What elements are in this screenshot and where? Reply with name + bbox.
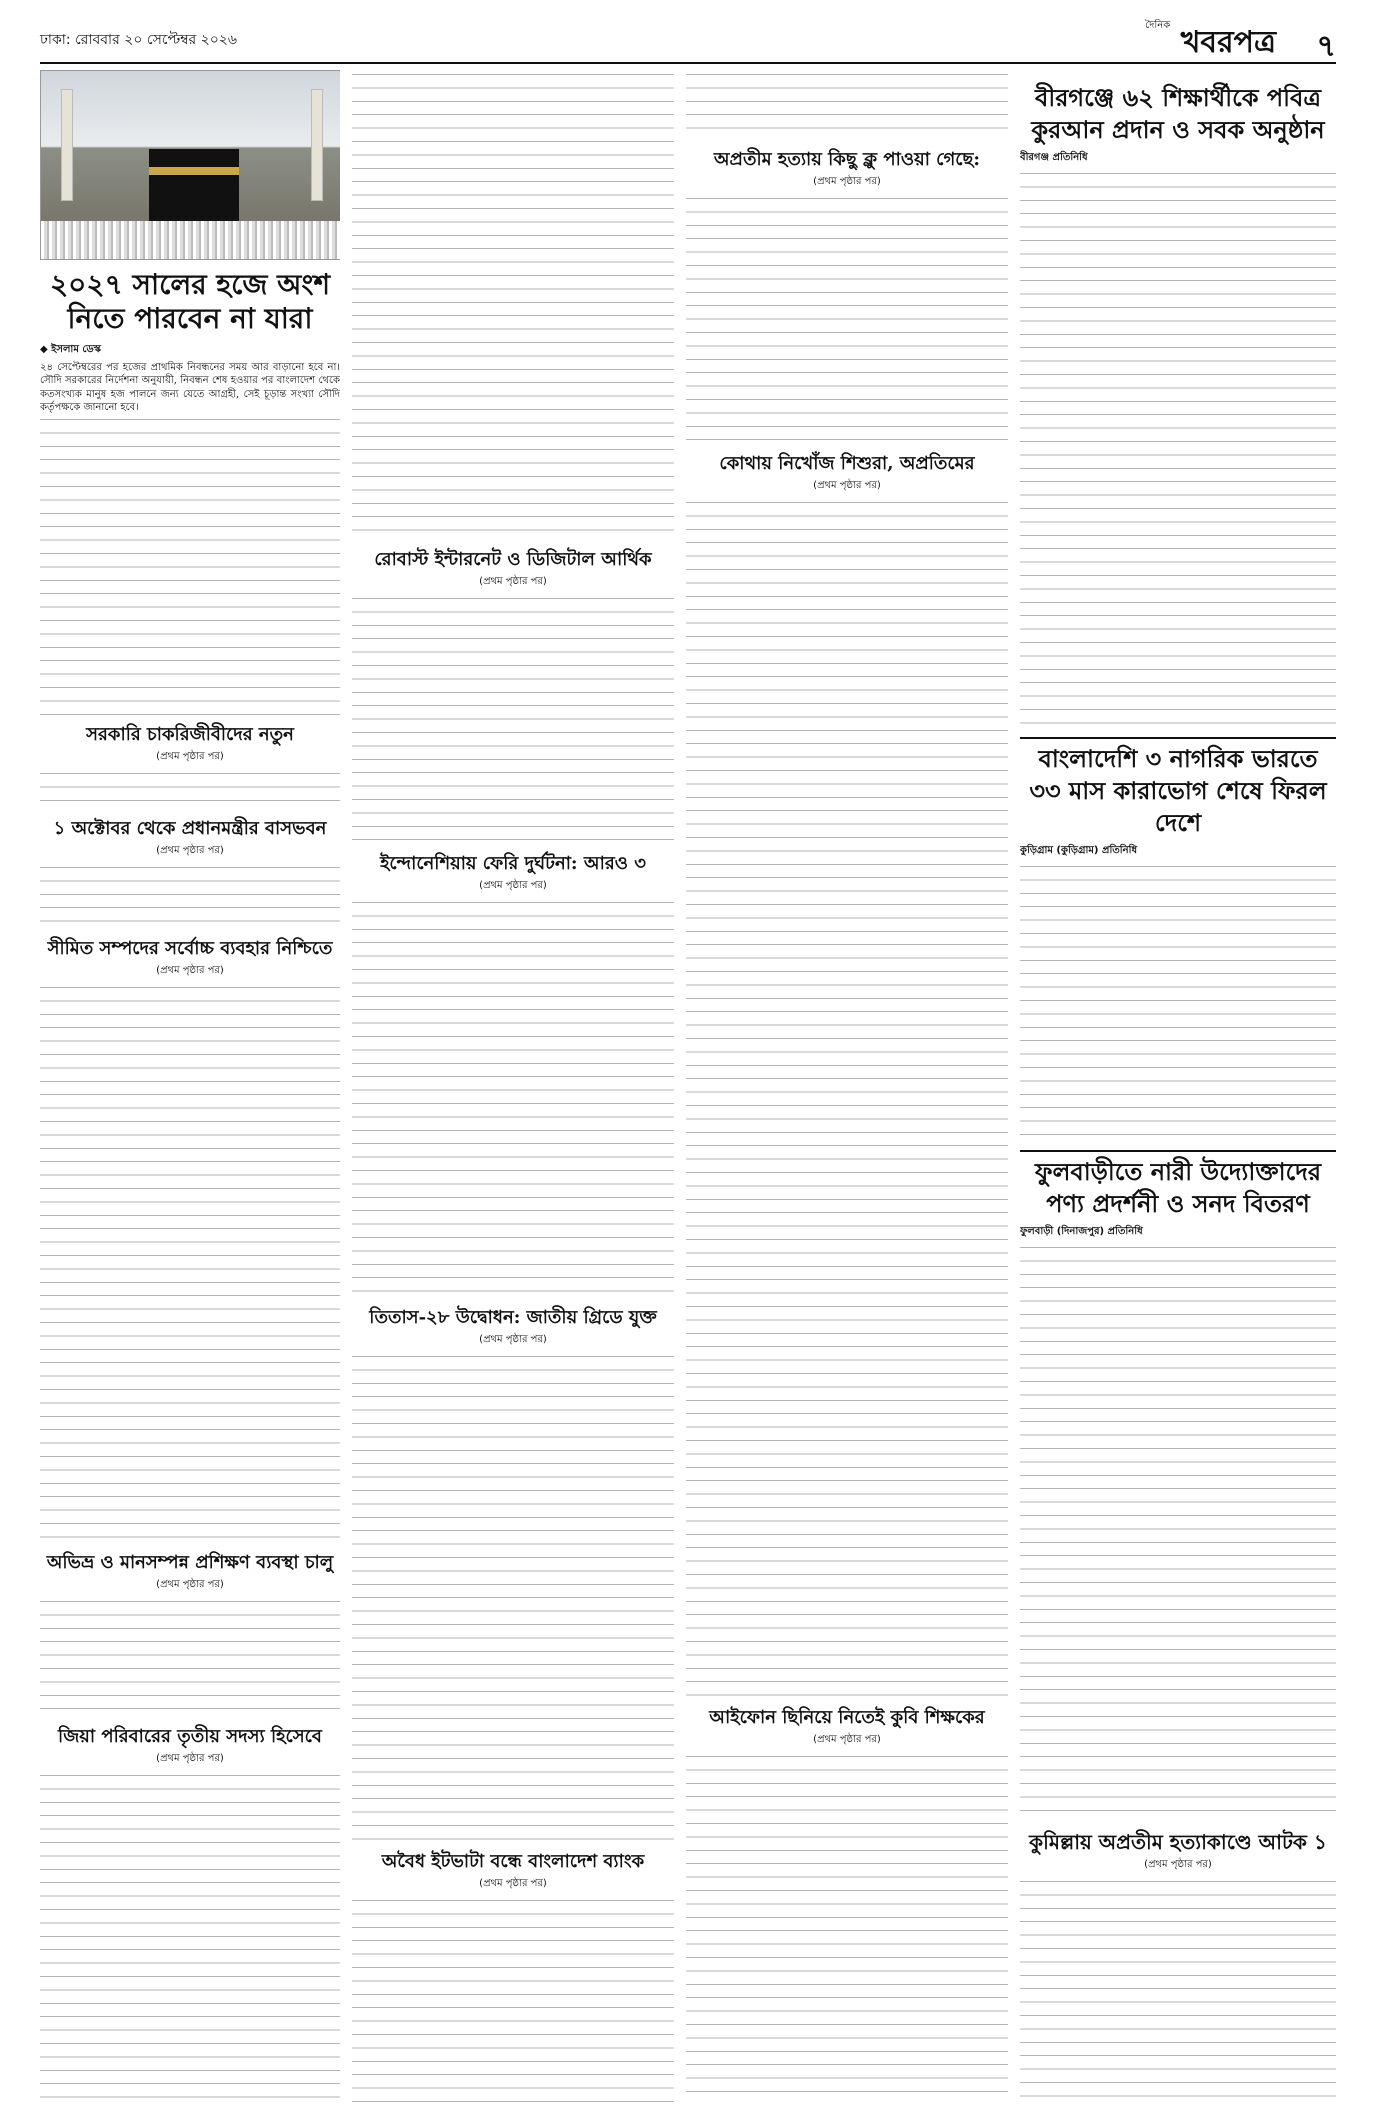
page-number: ৭ [1316, 29, 1336, 64]
article-text [352, 594, 674, 844]
article-text [40, 415, 340, 715]
murder-headline: অপ্রতীম হত্যায় কিছু ক্লু পাওয়া গেছে: [713, 149, 981, 170]
article-text [40, 983, 340, 1543]
issue-date: ঢাকা: রোববার ২০ সেপ্টেম্বর ২০২৬ [40, 32, 238, 48]
parent-headline: অভিভ্র ও মানসম্পন্ন প্রশিক্ষণ ব্যবস্থা চালু [46, 1551, 334, 1573]
pm-headline: ১ অক্টোবর থেকে প্রধানমন্ত্রীর বাসভবন [53, 817, 327, 839]
masthead [1145, 18, 1276, 69]
article-text [40, 769, 340, 809]
bank-cont: (প্রথম পৃষ্ঠার পর) [479, 1878, 547, 1889]
children-cont: (প্রথম পৃষ্ঠার পর) [813, 480, 881, 491]
quran-headline: বীরগঞ্জে ৬২ শিক্ষার্থীকে পবিত্র কুরআন প্রদান ও সবক অনুষ্ঠান [1031, 83, 1325, 144]
masthead-prefix: দৈনিক [1145, 20, 1171, 31]
hajj-body: ২৪ সেপ্টেম্বরের পর হজের প্রাথমিক নিবন্ধনের সময় আর বাড়ানো হবে না। সৌদি সরকারের নির্দেশনা অনুযায়ী, নিবন্ধন শেষ হওয়ার পর বাংলাদেশ থেকে কতসংখ্যক মানুষ হজ পালনে জন্য যেতে আগ্রহী, সেই চূড়ান্ত সংখ্যা সৌদি কর্তৃপক্ষকে জানানো হবে। [40, 362, 340, 414]
quran-byline: বীরগঞ্জ প্রতিনিধি [1020, 152, 1088, 163]
parent-cont: (প্রথম পৃষ্ঠার পর) [156, 1578, 224, 1590]
ferry-headline: ইন্দোনেশিয়ায় ফেরি দুর্ঘটনা: আরও ৩ [380, 853, 646, 874]
resource-cont: (প্রথম পৃষ্ঠার পর) [156, 964, 224, 976]
bank-headline: অবৈধ ইটভাটা বন্ধে বাংলাদেশ ব্যাংক [381, 1851, 645, 1872]
article-text [1020, 862, 1336, 1142]
article-text [352, 1896, 674, 2103]
article-text [40, 1771, 340, 2103]
column-4 [1020, 70, 1336, 2103]
article-text [352, 70, 674, 540]
column-1 [40, 70, 340, 2103]
article-text [1020, 169, 1336, 729]
zia-headline: জিয়া পরিবারের তৃতীয় সদস্য হিসেবে [58, 1725, 322, 1747]
robust-cont: (প্রথম পৃষ্ঠার পর) [479, 576, 547, 587]
article-text [352, 898, 674, 1298]
titas-cont: (প্রথম পৃষ্ঠার পর) [479, 1334, 547, 1345]
children-headline: কোথায় নিখোঁজ শিশুরা, অপ্রতিমের [719, 453, 975, 474]
murder-cont: (প্রথম পৃষ্ঠার পর) [813, 176, 881, 187]
pm-cont: (প্রথম পৃষ্ঠার পর) [156, 844, 224, 856]
ferry-cont: (প্রথম পৃষ্ঠার পর) [479, 880, 547, 891]
article-text [686, 194, 1008, 444]
hajj-headline: ২০২৭ সালের হজে অংশ নিতে পারবেন না যারা [49, 268, 331, 335]
govt-headline: সরকারি চাকরিজীবীদের নতুন [86, 723, 294, 745]
fair-headline: ফুলবাড়ীতে নারী উদ্যোক্তাদের পণ্য প্রদর্শনী ও সনদ বিতরণ [1020, 1150, 1336, 1220]
article-text [1020, 1877, 1336, 2103]
page-header [40, 22, 1336, 64]
comilla-headline: কুমিল্লায় অপ্রতীম হত্যাকাণ্ডে আটক ১ [1029, 1830, 1327, 1854]
article-text [40, 1597, 340, 1717]
kaaba-photo [40, 70, 340, 260]
article-text [686, 70, 1008, 140]
zia-cont: (প্রথম পৃষ্ঠার পর) [156, 1752, 224, 1764]
masthead-title: খবরপত্র [1180, 25, 1276, 60]
titas-headline: তিতাস-২৮ উদ্বোধন: জাতীয় গ্রিডে যুক্ত [369, 1307, 657, 1328]
article-text [1020, 1243, 1336, 1823]
robust-headline: রোবাস্ট ইন্টারনেট ও ডিজিটাল আর্থিক [374, 549, 652, 570]
resource-headline: সীমিত সম্পদের সর্বোচ্চ ব্যবহার নিশ্চিতে [47, 937, 333, 959]
column-2 [352, 70, 674, 2103]
comilla-cont: (প্রথম পৃষ্ঠার পর) [1144, 1859, 1212, 1870]
return-headline: বাংলাদেশি ৩ নাগরিক ভারতে ৩৩ মাস কারাভোগ শেষে ফিরল দেশে [1020, 737, 1336, 839]
govt-cont: (প্রথম পৃষ্ঠার পর) [156, 750, 224, 762]
return-byline: কুড়িগ্রাম (কুড়িগ্রাম) প্রতিনিধি [1020, 845, 1138, 856]
article-text [40, 863, 340, 929]
article-text [686, 1752, 1008, 2103]
iphone-headline: আইফোন ছিনিয়ে নিতেই কুবি শিক্ষকের [709, 1707, 985, 1728]
hajj-byline: ◆ ইসলাম ডেস্ক [40, 344, 101, 355]
fair-byline: ফুলবাড়ী (দিনাজপুর) প্রতিনিধি [1020, 1226, 1143, 1237]
iphone-cont: (প্রথম পৃষ্ঠার পর) [813, 1734, 881, 1745]
article-text [686, 498, 1008, 1698]
column-3 [686, 70, 1008, 2103]
article-text [352, 1352, 674, 1842]
